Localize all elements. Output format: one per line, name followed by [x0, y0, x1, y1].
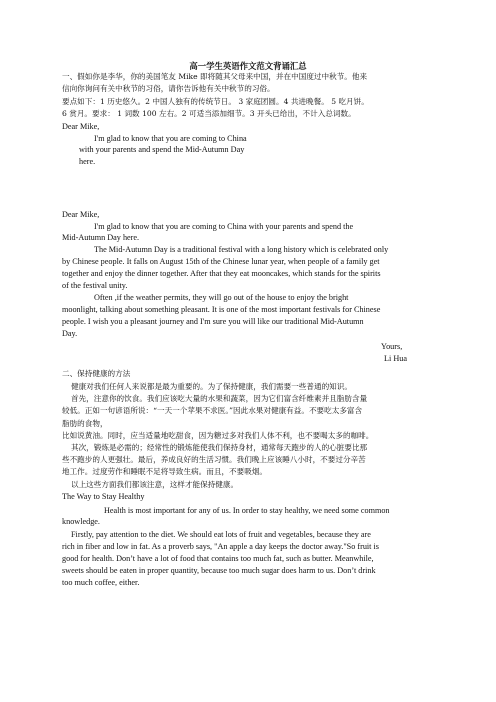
letter-p2-line-3: together and enjoy the dinner together. After that they eat mooncakes, which stands for the spirits	[62, 269, 381, 278]
letter-p3-line-2: moonlight, talking about something pleasant. It is one of the most important festivals for Chinese	[62, 305, 381, 314]
cn-line-7: 些不跑步的人更强壮。最后，养成良好的生活习惯。我们晚上应该睡八小时，不要过分辛苦	[62, 455, 366, 464]
given-line-1: I'm glad to know that you are coming to China	[94, 134, 247, 143]
cn-line-1: 健康对我们任何人来说都是最为重要的。为了保持健康，我们需要一些普通的知识。	[71, 382, 352, 391]
points-line-1: 要点如下：1 历史悠久。2 中国人独有的传统节日。 3 家庭团圆。4 共进晚餐。 5 吃月饼。	[62, 97, 369, 106]
cn-line-3: 较低。正如一句谚语所说：“一天一个苹果不求医。”因此水果对健康有益。不要吃太多富含	[62, 406, 363, 415]
cn-line-9: 以上这些方面我们都该注意，这样才能保持健康。	[71, 480, 239, 489]
letter-closing: Yours,	[381, 342, 403, 351]
letter-p1-line-2: Mid-Autumn Day here.	[62, 233, 140, 242]
essay-line-4: rich in fiber and low in fat. As a proverb says, "An apple a day keeps the doctor away."So fruit is	[62, 542, 379, 551]
essay-line-6: sweets should be eaten in proper quantity, because too much sugar does harm to us. Don’t drink	[62, 566, 376, 575]
section2-heading: 二、保持健康的方法	[62, 369, 131, 378]
letter-p3-line-3: people. I wish you a pleasant journey and I'm sure you will like our traditional Mid-Autumn	[62, 317, 364, 326]
essay-line-7: too much coffee, either.	[62, 578, 140, 587]
letter-salutation: Dear Mike,	[62, 210, 100, 219]
document-title: 高一学生英语作文范文背诵汇总	[189, 61, 307, 71]
points-line-2: 6 赏月。要求： 1 词数 100 左右。2 可适当添加细节。3 开头已给出，不计入总词数。	[62, 109, 356, 118]
cn-line-8: 地工作。过度劳作和睡眠不足将导致生病。而且，不要吸烟。	[62, 467, 268, 476]
letter-signature: Li Hua	[384, 354, 407, 363]
cn-line-6: 其次，锻炼是必需的；经常性的锻炼能使我们保持身材，通常每天跑步的人的心脏要比那	[71, 443, 368, 452]
letter-p3-line-1: Often ,if the weather permits, they will go out of the house to enjoy the bright	[94, 293, 349, 302]
cn-line-2: 首先，注意你的饮食。我们应该吃大量的水果和蔬菜，因为它们富含纤维素并且脂肪含量	[71, 394, 368, 403]
essay-line-5: good for health. Don’t have a lot of food that contains too much fat, such as butter. Meanwhile,	[62, 554, 374, 563]
prompt-line-1: 一、假如你是李华，你的美国笔友 Mike 即将随其父母来中国，并在中国度过中秋节。他来	[62, 72, 368, 81]
cn-line-4: 脂肪的食物，	[62, 419, 108, 428]
given-line-3: here.	[79, 157, 96, 166]
essay-title: The Way to Stay Healthy	[62, 492, 145, 501]
cn-line-5: 比如说黄油。同时，应当适量地吃甜食，因为糖过多对我们人体不利，也不要喝太多的咖啡。	[62, 431, 374, 440]
letter-p2-line-4: of the festival unity.	[62, 281, 128, 290]
essay-line-1: Health is most important for any of us. In order to stay healthy, we need some common	[104, 506, 390, 515]
given-salutation: Dear Mike,	[62, 122, 100, 131]
letter-p3-line-4: Day.	[62, 329, 78, 338]
letter-p1-line-1: I'm glad to know that you are coming to China with your parents and spend the	[94, 222, 354, 231]
letter-p2-line-1: The Mid-Autumn Day is a traditional festival with a long history which is celebrated only	[94, 245, 389, 254]
letter-p2-line-2: by Chinese people. It falls on August 15th of the Chinese lunar year, when people of a family get	[62, 257, 380, 266]
essay-line-3: Firstly, pay attention to the diet. We should eat lots of fruit and vegetables, because they are	[71, 530, 371, 539]
essay-line-2: knowledge.	[62, 517, 100, 526]
prompt-line-2: 信向你询问有关中秋节的习俗，请你告诉他有关中秋节的习俗。	[62, 84, 275, 93]
given-line-2: with your parents and spend the Mid-Autumn Day	[79, 145, 245, 154]
